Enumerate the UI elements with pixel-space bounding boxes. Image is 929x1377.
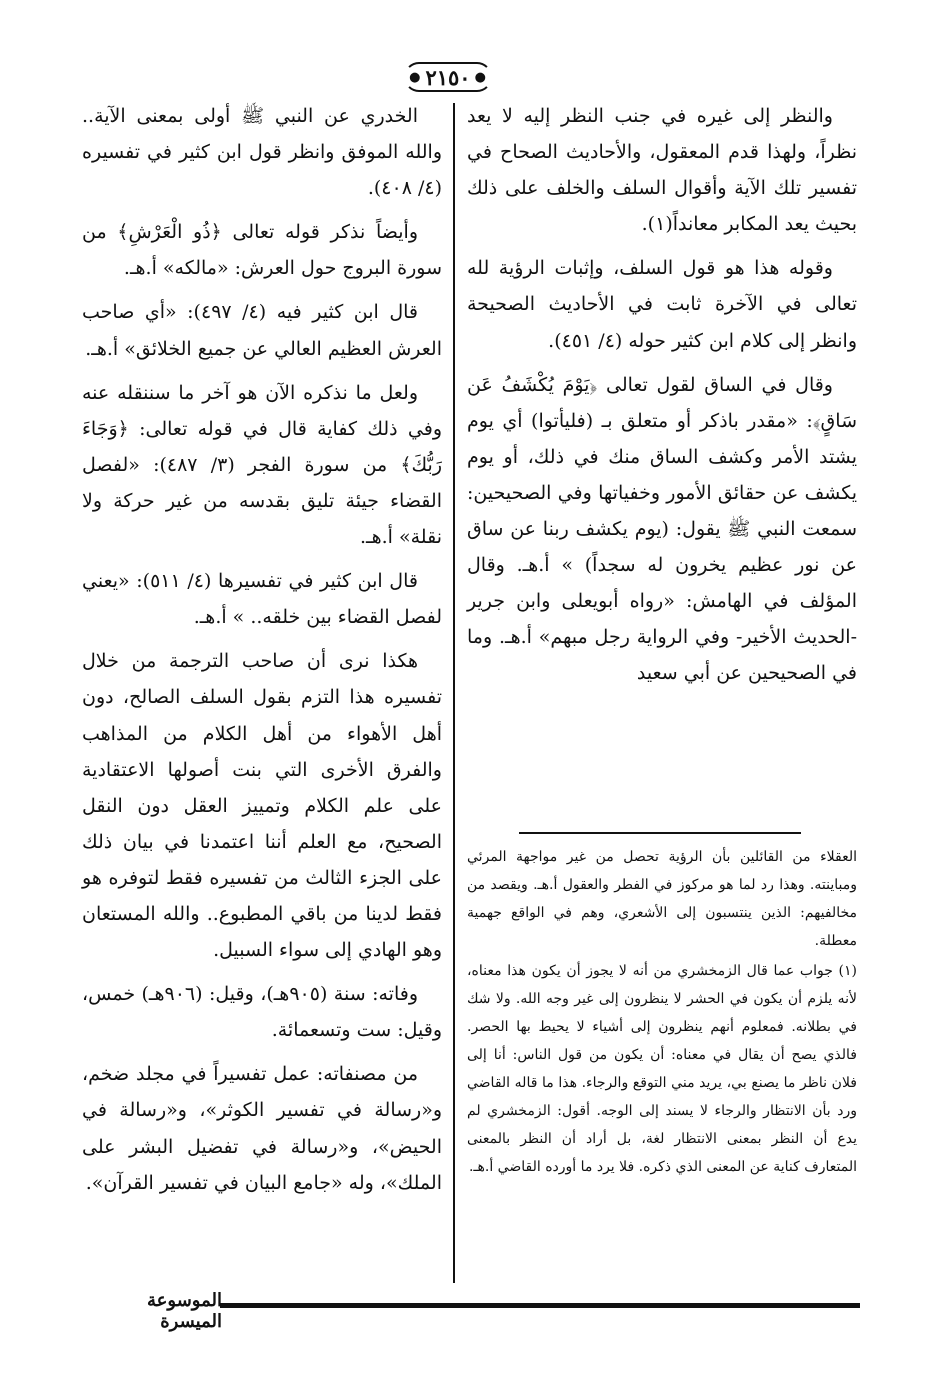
column-divider: [453, 103, 455, 1283]
page-number-frame: [404, 62, 492, 92]
paragraph: وقوله هذا هو قول السلف، وإثبات الرؤية لله تعالى في الآخرة ثابت في الأحاديث الصحيحة وانظر إلى كلام ابن كثير حوله (٤/ ٤٥١).: [467, 257, 857, 352]
paragraph: من مصنفاته: عمل تفسيراً في مجلد ضخم، و«رسالة في تفسير الكوثر»، و«رسالة في الحيض»، و«رسالة في تفضيل البشر على الملك»، وله «جامع البيان في تفسير القرآن».: [82, 1063, 442, 1194]
ornament-icon: ●: [474, 69, 487, 85]
right-column: [467, 98, 857, 700]
paragraph: هكذا نرى أن صاحب الترجمة من خلال تفسيره هذا التزم بقول السلف الصالح، دون أهل الأهواء من أهل الكلام من المذاهب والفرق الأخرى التي بنت أصولها الاعتقادية على علم الكلام وتمييز العقل دون النقل الصحيح، مع العلم أننا اعتمدنا في بيان ذلك على الجزء الثالث من تفسيره فقط لتوفره هو فقط لدينا من باقي المطبوع.. والله المستعان وهو الهادي إلى سواء السبيل.: [82, 650, 442, 962]
paragraph: ولعل ما نذكره الآن هو آخر ما سننقله عنه وفي ذلك كفاية قال في قوله تعالى: ﴿وَجَاءَ رَبُّكَ﴾ من سورة الفجر (٣/ ٤٨٧): «لفصل القضاء جيئة تليق بقدسه من غير حركة ولا نقلة» أ.هـ.: [82, 381, 442, 549]
page-number: [398, 60, 498, 94]
footer-title: الموسوعة الميسرة: [147, 1290, 222, 1332]
paragraph: قال ابن كثير فيه (٤/ ٤٩٧): «أي صاحب العرش العظيم العالي عن جميع الخلائق» أ.هـ.: [82, 301, 442, 360]
paragraph: والنظر إلى غيره في جنب النظر إليه لا يعد نظراً، ولهذا قدم المعقول، والأحاديث الصحاح في تفسير تلك الآية وأقوال السلف والخلف على ذلك بحيث يعد المكابر معانداً(١).: [467, 105, 857, 236]
paragraph: وقال في الساق لقول تعالى ﴿يَوْمَ يُكْشَفُ عَن سَاقٍ﴾: «مقدر باذكر أو متعلق بـ (فليأتوا) أي يوم يشتد الأمر وكشف الساق منك في ذلك، أو يوم يكشف عن حقائق الأمور وخفياتها وفي الصحيحين: سمعت النبي ﷺ يقول: (يوم يكشف ربنا عن ساق عن نور عظيم يخرون له سجداً) » أ.هـ. وقال المؤلف في الهامش: «رواه أبويعلى وابن جرير -الحديث الأخير- وفي الرواية رجل مبهم» أ.هـ. وما في الصحيحين عن أبي سعيد: [467, 373, 857, 685]
page-number-text: ٢١٥٠: [425, 64, 471, 90]
paragraph: الخدري عن النبي ﷺ أولى بمعنى الآية.. والله الموفق وانظر قول ابن كثير في تفسيره (٤/ ٤٠٨).: [82, 105, 442, 200]
ornament-icon: ●: [409, 69, 422, 85]
footnote: العقلاء من القائلين بأن الرؤية تحصل من غير مواجهة المرئي ومباينته. وهذا رد لما هو مركوز في الفطر والعقول أ.هـ. ويقصد من مخالفيهم: الذين ينتسبون إلى الأشعري، وهم في الواقع جهمية معطلة.: [467, 849, 857, 949]
footer-rule: [220, 1303, 860, 1308]
footnote-rule: [519, 832, 801, 834]
paragraph: وأيضاً نذكر قوله تعالى ﴿ذُو الْعَرْشِ﴾ من سورة البروج حول العرش: «مالكه» أ.هـ.: [82, 221, 442, 280]
paragraph: قال ابن كثير في تفسيرها (٤/ ٥١١): «يعني لفصل القضاء بين خلقه.. » أ.هـ.: [82, 570, 442, 629]
footnotes: [467, 843, 857, 1183]
left-column: [82, 98, 442, 1209]
paragraph: وفاته: سنة (٩٠٥هـ)، وقيل: (٩٠٦هـ) خمس، وقيل: ست وتسعمائة.: [82, 983, 442, 1042]
footnote: (١) جواب عما قال الزمخشري من أنه لا يجوز أن يكون هذا معناه، لأنه يلزم أن يكون في الحشر لا ينظرون إلى غير وجه الله. ولا شك في بطلانه. فمعلوم أنهم ينظرون إلى أشياء لا يحيط بها الحصر. فالذي يصح أن يقال في معناه: أن يكون من قول الناس: أنا إلى فلان ناظر ما يصنع بي، يريد مني التوقع والرجاء. هذا ما قاله القاضي ورد بأن الانتظار والرجاء لا يسند إلى الوجه. أقول: الزمخشري لم يدع أن النظر بمعنى الانتظار لغة، بل أراد أن النظر بالمعنى المتعارف كناية عن المعنى الذي ذكره. فلا يرد ما أورده القاضي أ.هـ.: [467, 963, 857, 1175]
